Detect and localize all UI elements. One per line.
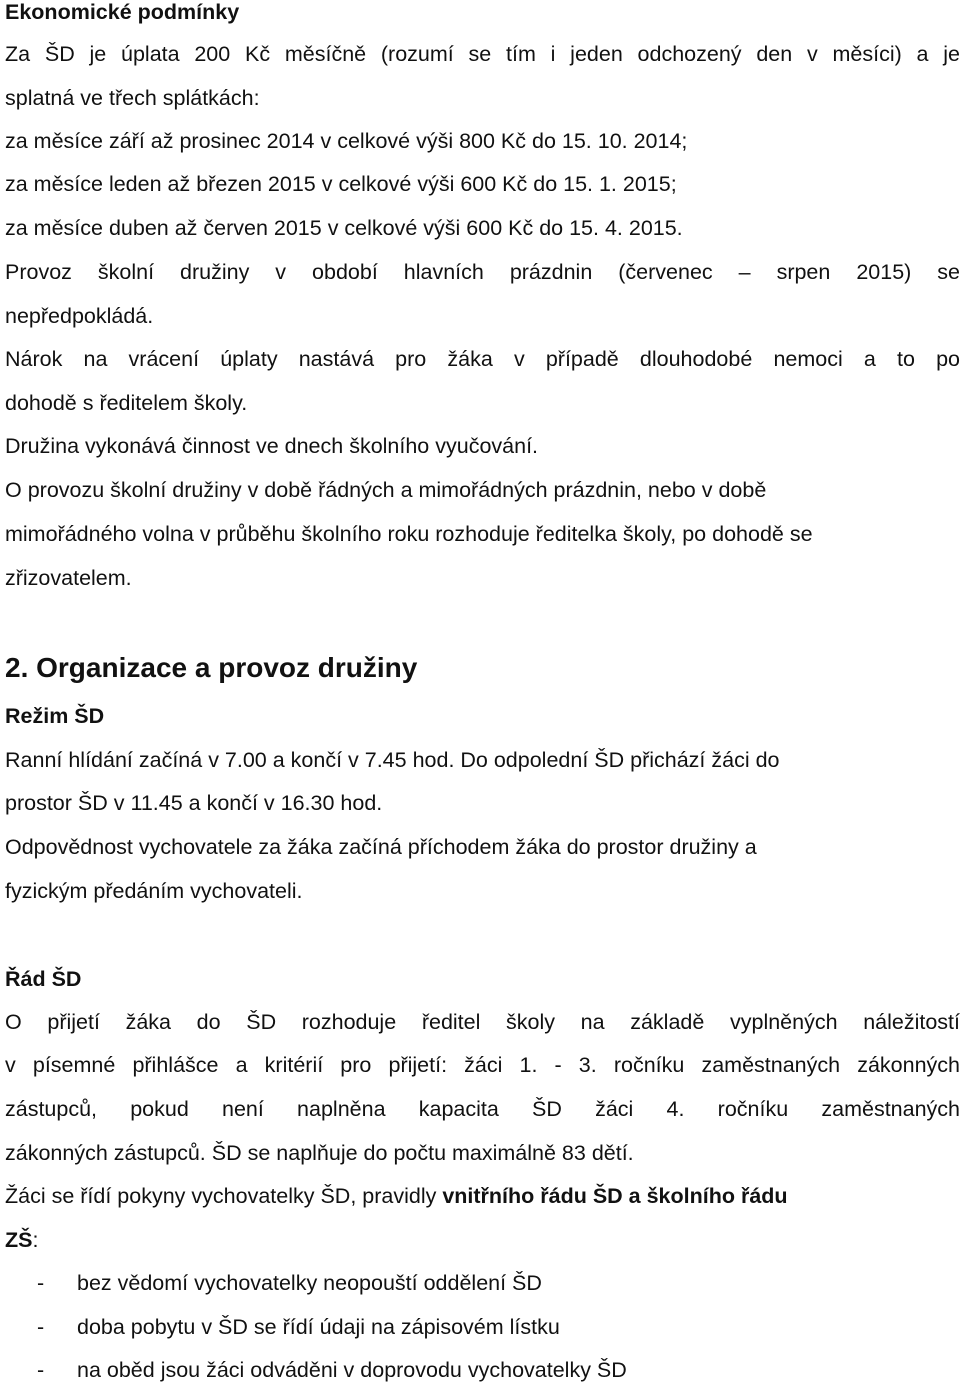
organization-heading: 2. Organizace a provoz družiny [5,652,418,683]
bullet-item-3 [37,1348,627,1392]
regime-line-4: fyzickým předáním vychovateli. [5,879,303,903]
regime-line-3: Odpovědnost vychovatele za žáka začíná příchodem žáka do prostor družiny a [5,835,757,859]
economic-line-2: splatná ve třech splátkách: [5,86,260,110]
order-line-1: O přijetí žáka do ŠD rozhoduje ředitel školy na základě vyplněných náležitostí [5,1010,960,1034]
bullet-item-2 [37,1305,560,1349]
bullet-dash: - [37,1358,45,1382]
bullet-dash: - [37,1271,45,1295]
economic-line-6: Provoz školní družiny v období hlavních prázdnin (červenec – srpen 2015) se [5,260,960,284]
rules-line [5,1174,788,1218]
rules-bold-zs: ZŠ [5,1228,33,1252]
rules-line-2 [5,1218,38,1262]
economic-line-7: nepředpokládá. [5,304,154,328]
economic-line-4: za měsíce leden až březen 2015 v celkové výši 600 Kč do 15. 1. 2015; [5,172,677,196]
economic-line-3: za měsíce září až prosinec 2014 v celkové výši 800 Kč do 15. 10. 2014; [5,129,688,153]
economic-line-9: dohodě s ředitelem školy. [5,391,248,415]
regime-line-1: Ranní hlídání začíná v 7.00 a končí v 7.45 hod. Do odpolední ŠD přichází žáci do [5,748,780,772]
economic-line-10: Družina vykonává činnost ve dnech školního vyučování. [5,434,539,458]
regime-line-2: prostor ŠD v 11.45 a končí v 16.30 hod. [5,791,383,815]
order-subheading: Řád ŠD [5,967,82,991]
bullet-text: doba pobytu v ŠD se řídí údaji na zápisovém lístku [77,1315,560,1339]
order-line-3: zástupců, pokud není naplněna kapacita ŠD žáci 4. ročníku zaměstnaných [5,1097,960,1121]
economic-line-13: zřizovatelem. [5,566,132,590]
bullet-item-1 [37,1261,542,1305]
bullet-dash: - [37,1315,45,1339]
bullet-text: na oběd jsou žáci odváděni v doprovodu vychovatelky ŠD [77,1358,627,1382]
economic-line-1: Za ŠD je úplata 200 Kč měsíčně (rozumí se tím i jeden odchozený den v měsíci) a je [5,42,960,66]
economic-line-11: O provozu školní družiny v době řádných a mimořádných prázdnin, nebo v době [5,478,767,502]
rules-suffix: : [32,1228,39,1252]
economic-heading: Ekonomické podmínky [5,0,240,24]
economic-line-5: za měsíce duben až červen 2015 v celkové výši 600 Kč do 15. 4. 2015. [5,216,683,240]
bullet-text: bez vědomí vychovatelky neopouští oddělení ŠD [77,1271,542,1295]
rules-bold: vnitřního řádu ŠD a školního řádu [442,1184,788,1208]
economic-line-12: mimořádného volna v průběhu školního roku rozhoduje ředitelka školy, po dohodě se [5,522,813,546]
economic-line-8: Nárok na vrácení úplaty nastává pro žáka v případě dlouhodobé nemoci a to po [5,347,960,371]
rules-prefix: Žáci se řídí pokyny vychovatelky ŠD, pravidly [5,1184,443,1208]
regime-subheading: Režim ŠD [5,704,105,728]
order-line-2: v písemné přihlášce a kritérií pro přijetí: žáci 1. - 3. ročníku zaměstnaných zákonných [5,1053,960,1077]
order-line-4: zákonných zástupců. ŠD se naplňuje do počtu maximálně 83 dětí. [5,1141,634,1165]
